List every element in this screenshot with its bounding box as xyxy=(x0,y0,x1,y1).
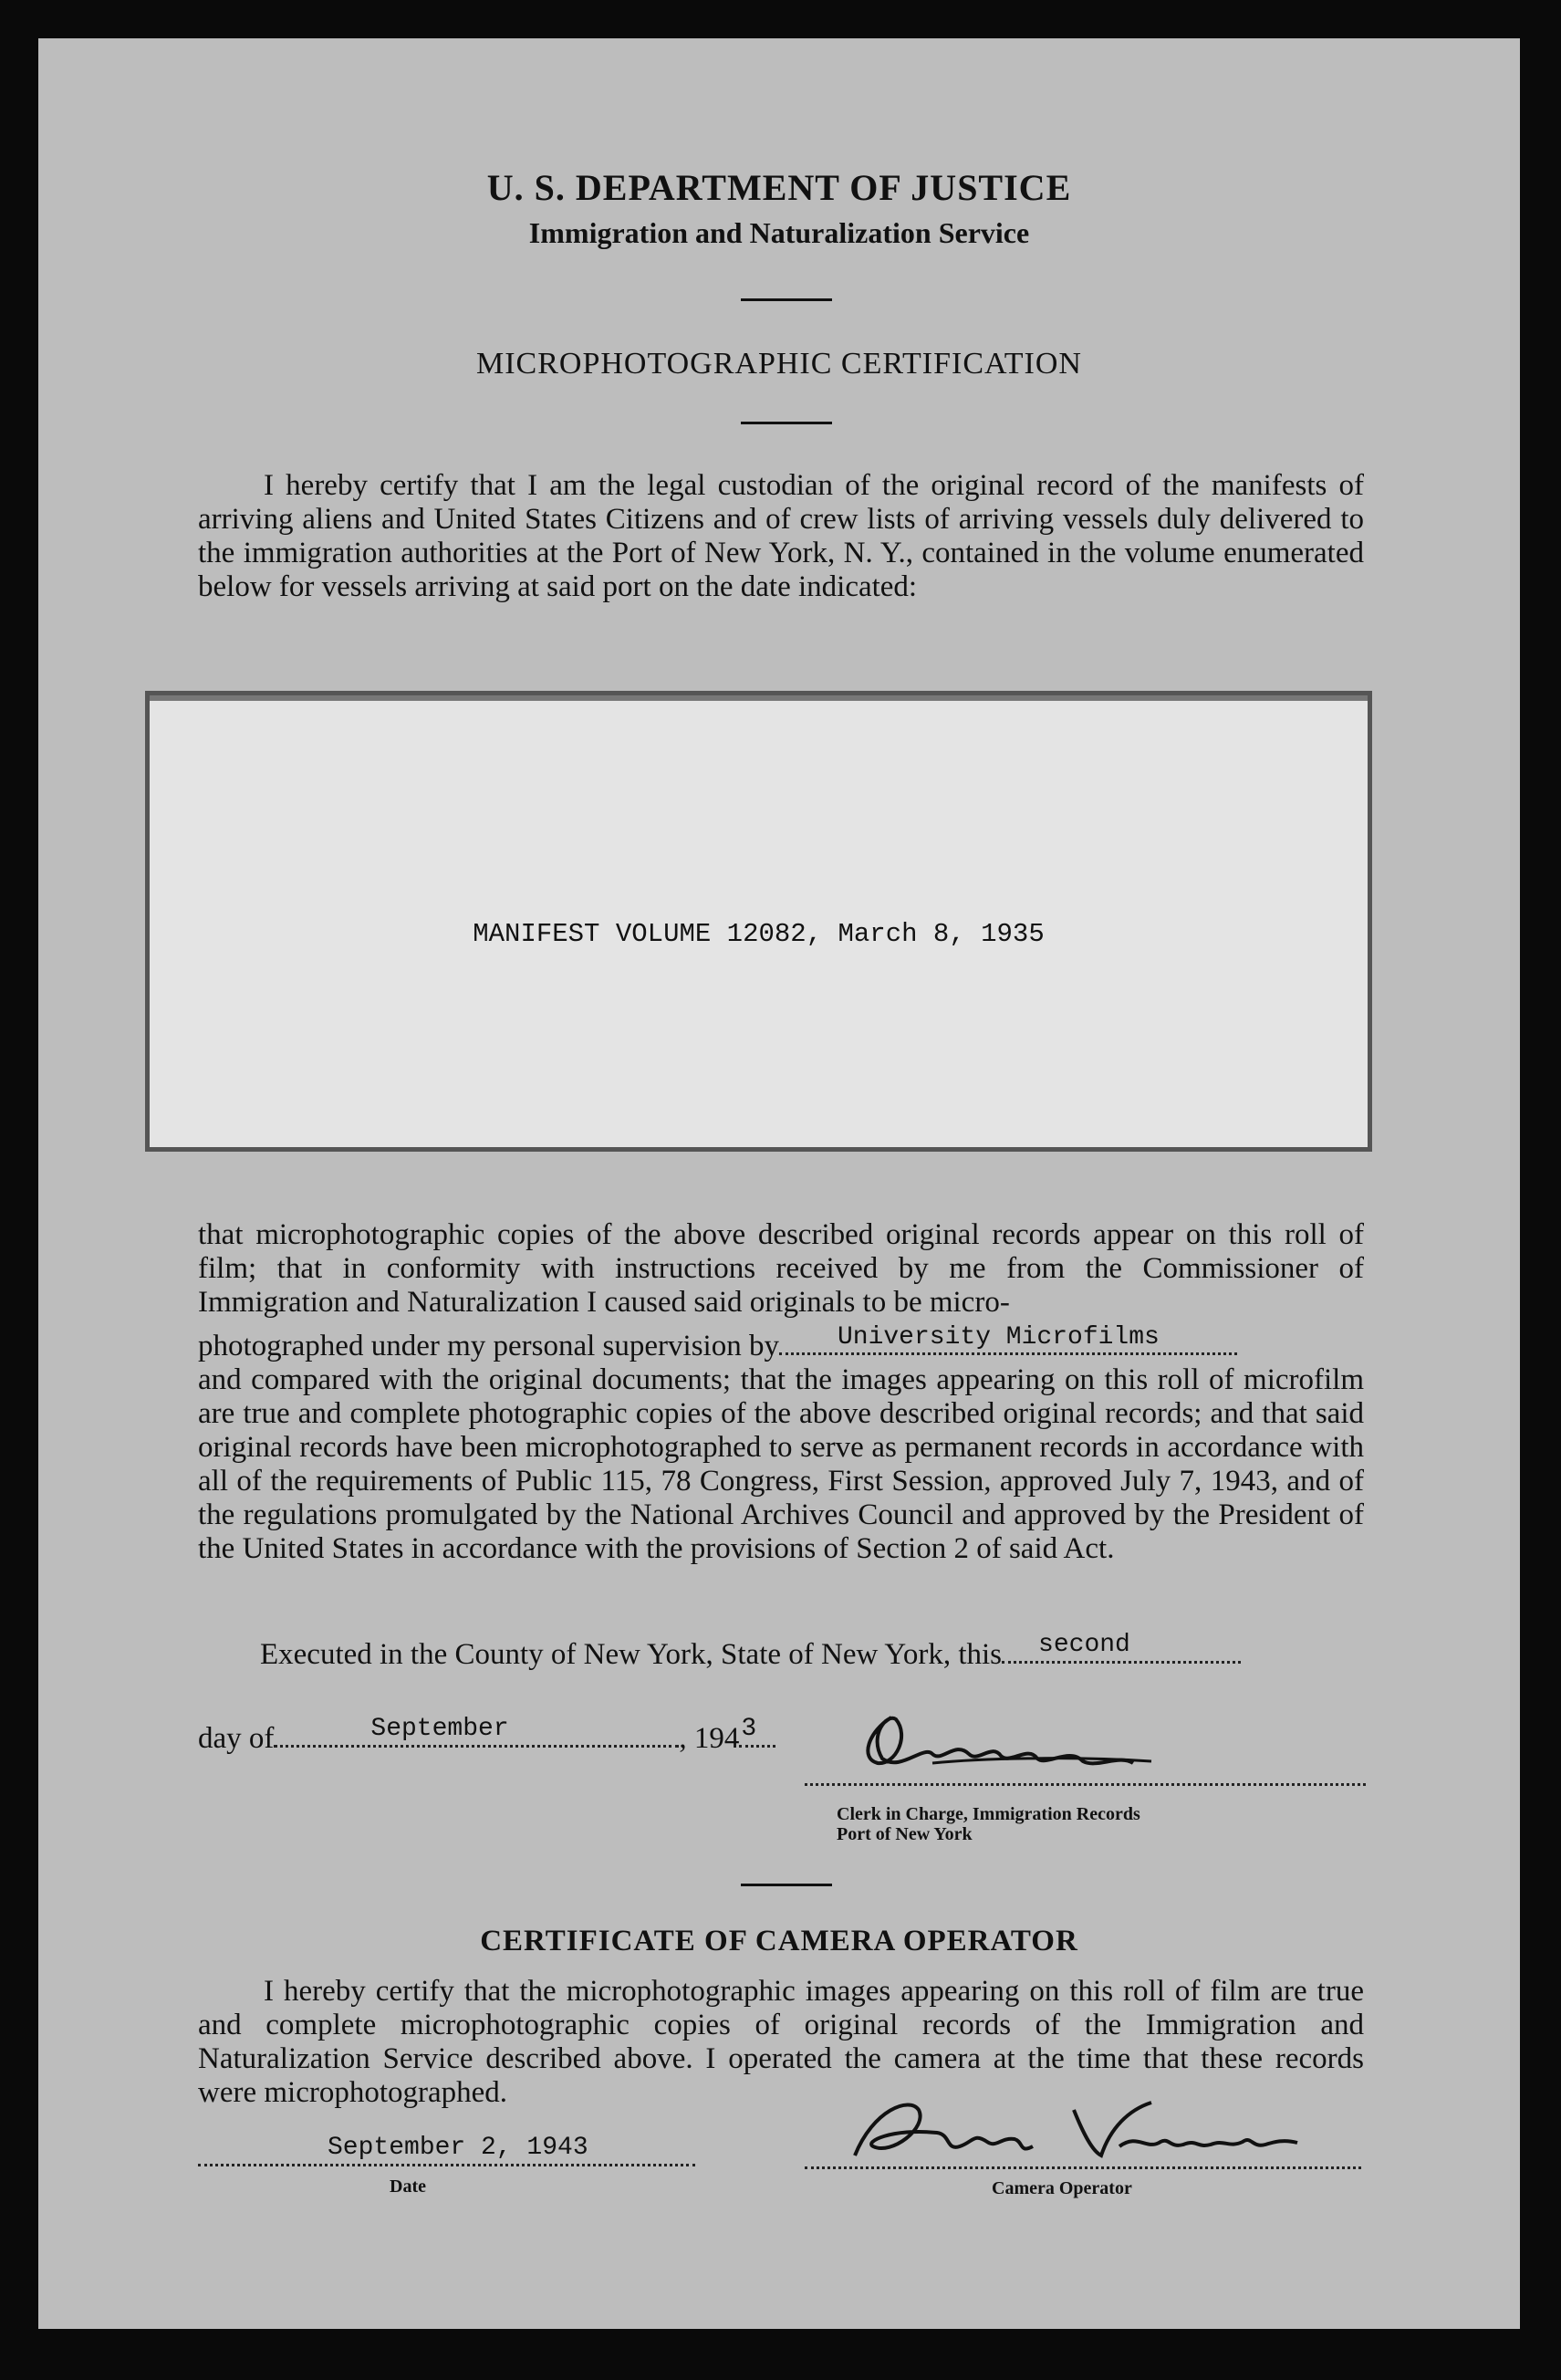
month-field xyxy=(274,1715,679,1748)
day-value: second xyxy=(1038,1631,1130,1659)
camera-operator-title: CERTIFICATE OF CAMERA OPERATOR xyxy=(480,1925,1078,1957)
volume-text: MANIFEST VOLUME 12082, March 8, 1935 xyxy=(473,919,1045,949)
certificate-page xyxy=(38,38,1520,2329)
supervision-value: University Microfilms xyxy=(837,1323,1160,1352)
camera-operator-label: Camera Operator xyxy=(992,2178,1132,2198)
execution-line: Executed in the County of New York, State of New York, this second xyxy=(260,1635,1241,1672)
clerk-signature-drawing xyxy=(796,1708,1174,1781)
clerk-signature-line xyxy=(805,1783,1366,1786)
body-paragraph: that microphotographic copies of the above described original records appear on this roll of film; that in conformity with instructions received by me from the Commissioner of Immigration and Naturalization I caused said originals to be micro- photographed under my personal supervision by University Microfilms and compared with the original documents; that the images appearing on this roll of microfilm are true and complete photographic copies of the above described original records; and that said original records have been microphotographed to serve as permanent records in accordance with all of the requirements of Public 115, 78 Congress, First Session, approved July 7, 1943, and of the regulations promulgated by the National Archives Council and approved by the President of the United States in accordance with the provisions of Section 2 of said Act. xyxy=(198,1218,1364,1565)
divider-rule xyxy=(741,298,832,301)
service-subtitle: Immigration and Naturalization Service xyxy=(528,216,1030,249)
divider-rule xyxy=(741,422,832,424)
intro-paragraph: I hereby certify that I am the legal custodian of the original record of the manifests of arriving aliens and United States Citizens and of crew lists of arriving vessels duly delivered to the immigration authorities at the Port of New York, N. Y., contained in the volume enumerated below for vessels arriving at said port on the date indicated: xyxy=(198,469,1364,603)
date-label: Date xyxy=(390,2176,426,2197)
operator-signature xyxy=(837,2092,1311,2169)
year-field xyxy=(739,1715,775,1748)
month-value: September xyxy=(370,1715,509,1743)
certification-title: MICROPHOTOGRAPHIC CERTIFICATION xyxy=(475,347,1082,381)
clerk-signature xyxy=(796,1708,1174,1781)
volume-box xyxy=(145,691,1372,1152)
operator-signature-line xyxy=(805,2166,1361,2169)
supervision-line: photographed under my personal supervision by University Microfilms xyxy=(198,1325,1364,1363)
clerk-title: Clerk in Charge, Immigration Records Port of New York xyxy=(837,1804,1140,1844)
date-signature-field xyxy=(198,2131,695,2166)
day-field xyxy=(1002,1631,1241,1664)
date-value: September 2, 1943 xyxy=(328,2134,588,2162)
divider-rule xyxy=(741,1884,832,1886)
year-value: 3 xyxy=(741,1715,757,1743)
camera-operator-paragraph: I hereby certify that the microphotographic images appearing on this roll of film are true and complete microphotographic copies of original records of the Immigration and Naturalization Service described above. I operated the camera at the time that these records were microphotographed. xyxy=(198,1975,1364,2109)
department-title: U. S. DEPARTMENT OF JUSTICE xyxy=(486,167,1072,208)
operator-signature-drawing xyxy=(837,2092,1311,2169)
date-line: day of September , 194 3 xyxy=(198,1719,775,1756)
supervision-field xyxy=(779,1325,1237,1355)
